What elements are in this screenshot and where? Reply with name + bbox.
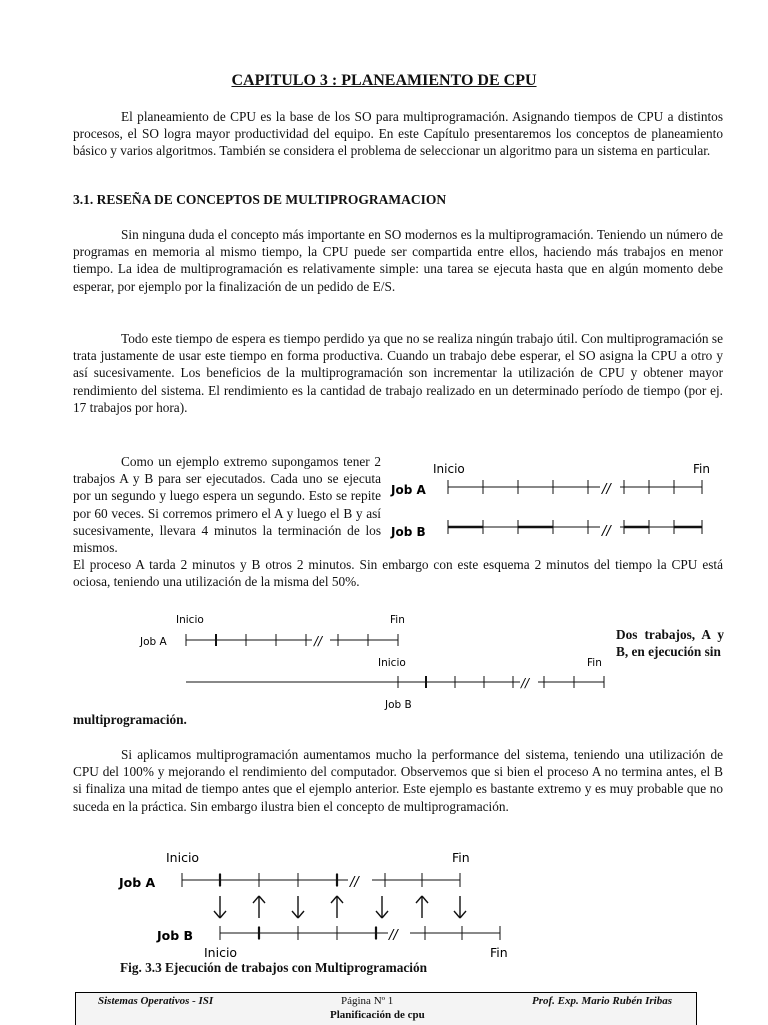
paragraph-3-rest: El proceso A tarda 2 minutos y B otros 2 minutos. Sin embargo con este esquema 2 minutos del tiempo la CPU está ociosa, teniendo una utilización de la misma del 50%. — [73, 557, 723, 590]
fig3-fin-b-label: Fin — [490, 945, 508, 960]
intro-paragraph: El planeamiento de CPU es la base de los SO para multiprogramación. Asignando tiempos de CPU a distintos procesos, el SO logra mayor productividad del equipo. En este Capítulo presentaremos los conceptos de planeamiento básico y varios algoritmos. También se considera el problema de seleccionar un algoritmo para un sistema en particular. — [73, 109, 723, 159]
fig2-break-a: // — [314, 634, 323, 648]
arrow-head — [220, 911, 226, 918]
page-title: CAPITULO 3 : PLANEAMIENTO DE CPU — [231, 72, 537, 89]
arrow-head — [337, 896, 343, 903]
fig2-fin-b-label: Fin — [587, 657, 602, 669]
fig2-inicio-a-label: Inicio — [176, 614, 204, 626]
fig2-job-a-label: Job A — [140, 636, 167, 648]
fig3-break-b: // — [389, 928, 398, 943]
fig2-job-b-label: Job B — [385, 699, 412, 711]
footer-course: Sistemas Operativos - ISI — [98, 995, 214, 1007]
footer-subtitle: Planificación de cpu — [330, 1009, 425, 1021]
arrow-head — [298, 911, 304, 918]
fig1-inicio-label: Inicio — [433, 462, 465, 476]
fig3-fin-a-label: Fin — [452, 850, 470, 865]
paragraph-2: Todo este tiempo de espera es tiempo perdido ya que no se realiza ningún trabajo útil. Con multiprogramación se trata justamente de usar este tiempo en forma productiva. Cuando un trabajo debe esperar, el SO asigna la CPU a otro y así sucesivamente. Los beneficios de la multiprogramación son incrementar la utilización de CPU y obtener mayor rendimiento del sistema. El rendimiento es la cantidad de trabajo realizado en un determinado período de tiempo (por ej. 17 trabajos por hora). — [73, 331, 723, 415]
fig2-caption-side: Dos trabajos, A y B, en ejecución sin — [616, 627, 724, 660]
fig1-job-a-label: Job A — [391, 483, 426, 497]
fig1-job-b-label: Job B — [391, 525, 426, 539]
footer-author: Prof. Exp. Mario Rubén Iribas — [532, 995, 672, 1007]
fig1-fin-label: Fin — [693, 462, 710, 476]
fig3-break-a: // — [350, 875, 359, 890]
fig2-inicio-b-label: Inicio — [378, 657, 406, 669]
arrow-head — [416, 896, 422, 903]
figure-3 — [110, 845, 530, 963]
figure-2 — [130, 610, 610, 715]
footer-page-number: Página Nº 1 — [341, 995, 394, 1007]
fig1-break-a: // — [602, 482, 611, 497]
fig3-timelines — [182, 873, 500, 940]
section-heading: 3.1. RESEÑA DE CONCEPTOS DE MULTIPROGRAMACION — [73, 192, 447, 207]
paragraph-1: Sin ninguna duda el concepto más importante en SO modernos es la multiprogramación. Teniendo un número de programas en memoria al mismo tiempo, la CPU puede ser compartida entre ellos, haciendo más trabajos en menor tiempo. La idea de multiprogramación es relativamente simple: una tarea se ejecuta hasta que en algún momento debe esperar, por ejemplo por la finalización de un pedido de E/S. — [73, 227, 723, 294]
page-footer — [75, 992, 697, 1025]
arrow-head — [382, 911, 388, 918]
fig3-inicio-b-label: Inicio — [204, 945, 238, 960]
fig1-break-b: // — [602, 524, 611, 539]
arrow-head — [331, 896, 337, 903]
arrow-head — [253, 896, 259, 903]
arrow-head — [292, 911, 298, 918]
fig2-break-b: // — [521, 676, 530, 690]
fig1-timelines — [448, 480, 702, 534]
fig2-fin-a-label: Fin — [390, 614, 405, 626]
arrow-head — [460, 911, 466, 918]
arrow-head — [454, 911, 460, 918]
paragraph-3-side: Como un ejemplo extremo supongamos tener 2 trabajos A y B para ser ejecutados. Cada uno se ejecuta por un segundo y luego espera un segundo. Esto se repite por 60 veces. Si corremos primero el A y luego el B y así sucesivamente, llevara 4 minutos la terminación de los mismos. — [73, 454, 381, 556]
arrow-head — [376, 911, 382, 918]
fig3-caption: Fig. 3.3 Ejecución de trabajos con Multiprogramación — [120, 960, 428, 975]
arrow-head — [214, 911, 220, 918]
fig2-caption-end: multiprogramación. — [73, 712, 187, 727]
figure-1 — [386, 455, 726, 550]
arrow-head — [259, 896, 265, 903]
paragraph-4: Si aplicamos multiprogramación aumentamos mucho la performance del sistema, teniendo una utilización de CPU del 100% y mejorando el rendimiento del computador. Observemos que si bien el proceso A no termina antes, el B si finaliza una mitad de tiempo antes que el ejemplo anterior. Este ejemplo es bastante extremo y es muy probable que no suceda en la práctica. Sin embargo ilustra bien el concepto de multiprogramación. — [73, 747, 723, 814]
fig3-job-a-label: Job A — [119, 875, 156, 890]
arrow-head — [422, 896, 428, 903]
fig3-inicio-a-label: Inicio — [166, 850, 200, 865]
fig3-job-b-label: Job B — [157, 928, 194, 943]
